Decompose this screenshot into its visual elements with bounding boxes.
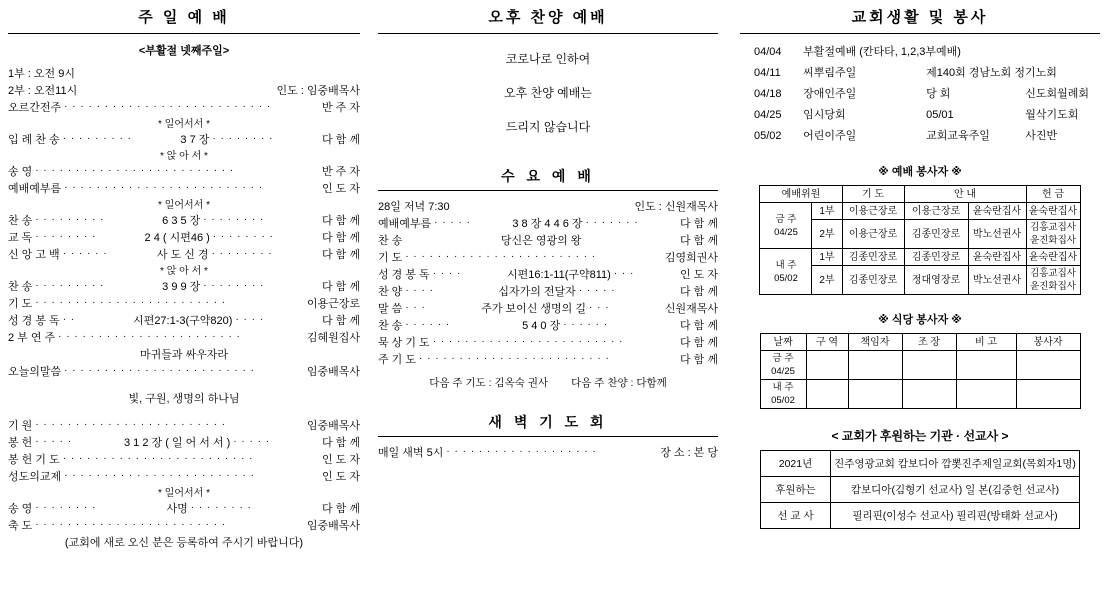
order-line bbox=[378, 352, 718, 369]
table-header-row bbox=[760, 334, 1080, 351]
order-mid: 3 1 2 장 ( 일 어 서 서 ) bbox=[124, 437, 231, 449]
order-label: 기 도 bbox=[378, 252, 403, 264]
dot-leader: · · · · · · bbox=[405, 319, 451, 330]
cell bbox=[806, 351, 848, 380]
dot-leader: · · · · · · · bbox=[585, 217, 639, 228]
dot-leader: · · · · · · · · · · · · · · · · · · · · · · · · bbox=[35, 419, 227, 430]
table-row bbox=[760, 380, 1080, 409]
dot-leader: · · · · bbox=[432, 268, 462, 279]
column1-title: 주 일 예 배 bbox=[138, 9, 230, 26]
th-manager: 책임자 bbox=[848, 334, 902, 351]
prayer-cell: 이용근장로 bbox=[842, 203, 904, 220]
dot-leader: · · · · · · · · bbox=[211, 248, 273, 259]
schedule-text-3: 월삭기도회 bbox=[1025, 109, 1079, 121]
divider bbox=[378, 436, 718, 437]
dot-leader: · · · bbox=[589, 302, 610, 313]
table-row bbox=[761, 503, 1080, 529]
order-value: 인 도 자 bbox=[322, 454, 360, 466]
divider bbox=[8, 33, 360, 34]
order-note: * 일어서서 * bbox=[158, 119, 210, 130]
th-usher: 안 내 bbox=[904, 186, 1026, 203]
usher-cell-1: 김종민장로 bbox=[904, 249, 968, 266]
order-label: 예배예부름 bbox=[8, 183, 62, 195]
schedule-text-2: 05/01 bbox=[926, 109, 954, 121]
order-label: 예배예부름 bbox=[378, 218, 432, 230]
prayer-cell: 김종민장로 bbox=[842, 249, 904, 266]
order-mid: 3 8 장 4 4 6 장 bbox=[512, 218, 583, 230]
cell bbox=[902, 351, 956, 380]
schedule-text-1: 부활절예배 (칸타타, 1,2,3부예배) bbox=[803, 46, 961, 58]
column1-subtitle: <부활절 넷째주일> bbox=[138, 45, 230, 57]
prayer-cell: 이용근장로 bbox=[842, 220, 904, 249]
next-week-prayer: 다음 주 기도 : 김옥숙 권사 bbox=[429, 377, 549, 389]
order-label: 신 앙 고 백 bbox=[8, 249, 60, 261]
order-label: 찬 송 bbox=[8, 215, 33, 227]
worship-volunteers-heading: ※ 예배 봉사자 ※ bbox=[878, 166, 962, 178]
dot-leader: · · · bbox=[613, 268, 635, 279]
order-value: 다 함 께 bbox=[680, 286, 718, 298]
order-value: 다 함 께 bbox=[322, 232, 360, 244]
order-label: 찬 양 bbox=[378, 286, 403, 298]
dot-leader: · · · · · · bbox=[563, 319, 609, 330]
part-label: 1부 bbox=[812, 249, 842, 266]
table-row bbox=[761, 451, 1080, 477]
order-mid: 3 7 장 bbox=[180, 134, 210, 146]
th-date: 날짜 bbox=[760, 334, 806, 351]
order-value: 임중배목사 bbox=[306, 366, 360, 378]
schedule-date: 04/18 bbox=[754, 88, 782, 100]
cell bbox=[956, 380, 1016, 409]
order-value: 김영희권사 bbox=[664, 252, 718, 264]
order-value: 임중배목사 bbox=[306, 420, 360, 432]
order-label: 주 기 도 bbox=[378, 354, 416, 366]
order-value: 다 함 께 bbox=[680, 218, 719, 230]
offering-cell: 김홍교집사 윤진화집사 bbox=[1026, 220, 1080, 249]
column3-title: 교회생활 및 봉사 bbox=[851, 9, 989, 26]
mission-value: 캄보디아(김형기 선교사) 일 본(김중헌 선교사) bbox=[831, 477, 1080, 503]
dot-leader: · · · · · · · · · · · · · · · · · · · · · · · · bbox=[35, 519, 227, 530]
table-row bbox=[760, 249, 1080, 266]
dot-leader: · · · · · · · · · · · · · · · · · · · · · · · · bbox=[35, 297, 227, 308]
dot-leader: · · · · · · · · bbox=[35, 502, 97, 513]
column2-title: 오후 찬양 예배 bbox=[488, 9, 608, 26]
order-value: 다 함 께 bbox=[322, 503, 361, 515]
schedule-text-1: 씨뿌림주일 bbox=[803, 67, 857, 79]
missions-table bbox=[760, 450, 1080, 529]
dawn-place: 장 소 : 본 당 bbox=[660, 447, 718, 459]
schedule-date: 04/25 bbox=[754, 109, 782, 121]
order-value: 다 함 께 bbox=[322, 437, 361, 449]
mission-label: 선 교 사 bbox=[761, 503, 831, 529]
order-label: 오르간전주 bbox=[8, 102, 62, 114]
divider bbox=[740, 33, 1100, 34]
part-label: 1부 bbox=[812, 203, 842, 220]
order-line bbox=[8, 181, 360, 198]
order-value: 다 함 께 bbox=[680, 337, 718, 349]
dot-leader bbox=[584, 231, 677, 248]
schedule-text-2: 제140회 경남노회 정기노회 bbox=[926, 67, 1057, 79]
th-leader: 조 장 bbox=[902, 334, 956, 351]
order-label: 성도의교제 bbox=[8, 471, 62, 483]
order-line bbox=[8, 469, 360, 486]
table-row bbox=[761, 477, 1080, 503]
order-note: * 일어서서 * bbox=[158, 488, 210, 499]
cell bbox=[848, 351, 902, 380]
dot-leader: · · · · · · · · · · · · · · · · · · · · · · · · · bbox=[35, 165, 235, 176]
cell bbox=[848, 380, 902, 409]
dot-leader: · · · · · · · · · · · · · · · · · · · · · · · · · bbox=[64, 182, 264, 193]
column-sunday-worship bbox=[8, 0, 360, 552]
dot-leader: · · · · · · · · bbox=[212, 231, 274, 242]
registration-note: (교회에 새로 오신 분은 등록하여 주시기 바랍니다) bbox=[64, 537, 304, 549]
mission-value: 진주영광교회 캄보디아 깜뽓진주제일교회(목회자1명) bbox=[831, 451, 1080, 477]
mission-value: 필리핀(이성수 선교사) 필리핀(방태화 선교사) bbox=[831, 503, 1080, 529]
schedule-date: 04/04 bbox=[754, 46, 782, 58]
usher-cell-2: 윤숙란집사 bbox=[968, 249, 1026, 266]
dot-leader: · · bbox=[62, 314, 76, 325]
schedule-row bbox=[740, 126, 1100, 147]
order-mid: 십자가의 전달자 bbox=[498, 286, 576, 298]
dot-leader: · · · · bbox=[235, 314, 265, 325]
order-mid: 시편27:1-3(구약820) bbox=[133, 315, 233, 327]
service-time-2-label: 2부 : 오전11시 bbox=[8, 85, 78, 97]
dot-leader: · · · · · · · · · · · · · · · · · · · · · · · · bbox=[64, 365, 255, 376]
schedule-row bbox=[740, 84, 1100, 105]
dot-leader: · · · · · · · · · bbox=[35, 214, 105, 225]
dot-leader: · · · · · · · · · · · · · · · · · · · · · · · · bbox=[432, 336, 624, 347]
cell bbox=[956, 351, 1016, 380]
wednesday-time-label: 28일 저녁 7:30 bbox=[378, 201, 450, 213]
order-value: 인 도 자 bbox=[322, 183, 360, 195]
offering-cell: 윤숙란집사 bbox=[1026, 249, 1080, 266]
date-cell: 내 주 05/02 bbox=[760, 380, 806, 409]
usher-cell-2: 윤숙란집사 bbox=[968, 203, 1026, 220]
wednesday-title: 수 요 예 배 bbox=[501, 168, 595, 184]
order-mid: 주가 보이신 생명의 길 bbox=[481, 303, 586, 315]
order-mid: 당신은 영광의 왕 bbox=[500, 235, 582, 247]
service-time-2-leader: 인도 : 임중배목사 bbox=[276, 85, 360, 97]
next-week-praise: 다음 주 찬양 : 다함께 bbox=[571, 377, 667, 389]
spacer bbox=[8, 381, 360, 391]
order-line bbox=[8, 518, 360, 535]
schedule-date: 04/11 bbox=[754, 67, 781, 79]
order-label: 찬 송 bbox=[8, 281, 33, 293]
order-value: 김혜원집사 bbox=[306, 332, 360, 344]
order-line bbox=[8, 364, 360, 381]
dawn-title: 새 벽 기 도 회 bbox=[488, 414, 608, 430]
dot-leader: · · · · bbox=[405, 285, 434, 296]
schedule-row bbox=[740, 42, 1100, 63]
th-offering: 헌 금 bbox=[1026, 186, 1080, 203]
order-value: 반 주 자 bbox=[322, 166, 360, 178]
order-label: 입 례 찬 송 bbox=[8, 134, 60, 146]
cell bbox=[1016, 351, 1080, 380]
part-label: 2부 bbox=[812, 220, 842, 249]
schedule-text-3: 사진반 bbox=[1025, 130, 1058, 142]
cell bbox=[806, 380, 848, 409]
mission-label: 후원하는 bbox=[761, 477, 831, 503]
dot-leader: · · · · · bbox=[35, 436, 73, 447]
schedule-date: 05/02 bbox=[754, 130, 782, 142]
order-note: * 앉 아 서 * bbox=[160, 266, 208, 277]
order-value: 신원재목사 bbox=[664, 303, 719, 315]
dot-leader: · · · · · bbox=[578, 285, 616, 296]
order-mid: 2 4 ( 시편46 ) bbox=[144, 232, 210, 244]
order-value: 다 함 께 bbox=[680, 235, 718, 247]
order-label: 말 씀 bbox=[378, 303, 403, 315]
order-mid: 6 3 5 장 bbox=[162, 215, 201, 227]
order-mid: 사 도 신 경 bbox=[156, 249, 209, 261]
order-line bbox=[8, 247, 360, 264]
order-label: 묵 상 기 도 bbox=[378, 337, 430, 349]
dot-leader bbox=[405, 231, 498, 248]
table-row bbox=[760, 351, 1080, 380]
order-label: 기 원 bbox=[8, 420, 33, 432]
schedule-text-1: 장애인주일 bbox=[803, 88, 857, 100]
schedule-text-1: 어린이주일 bbox=[803, 130, 857, 142]
dot-leader: · · · · · · · · bbox=[212, 133, 274, 144]
notice-line-2: 오후 찬양 예배는 bbox=[504, 86, 592, 100]
order-line bbox=[8, 100, 360, 117]
order-note: * 일어서서 * bbox=[158, 200, 210, 211]
notice-line-1: 코로나로 인하여 bbox=[505, 52, 591, 66]
order-label: 교 독 bbox=[8, 232, 33, 244]
order-label: 찬 송 bbox=[378, 235, 403, 247]
order-label: 2 부 연 주 bbox=[8, 332, 56, 344]
dot-leader: · · · bbox=[405, 302, 426, 313]
date-cell: 금 주 04/25 bbox=[760, 351, 806, 380]
order-value: 다 함 께 bbox=[322, 281, 361, 293]
order-value: 다 함 께 bbox=[322, 215, 361, 227]
divider bbox=[378, 190, 718, 191]
order-label: 축 도 bbox=[8, 520, 33, 532]
song-title: 마귀들과 싸우자라 bbox=[139, 349, 229, 361]
order-value: 다 함 께 bbox=[680, 320, 718, 332]
usher-cell-1: 김종민장로 bbox=[904, 220, 968, 249]
schedule-text-1: 임시당회 bbox=[803, 109, 846, 121]
th-committee: 예배위원 bbox=[760, 186, 842, 203]
order-value: 인 도 자 bbox=[680, 269, 718, 281]
dot-leader: · · · · · · · · · bbox=[62, 133, 132, 144]
order-mid: 5 4 0 장 bbox=[522, 320, 561, 332]
order-label: 오늘의말씀 bbox=[8, 366, 62, 378]
th-district: 구 역 bbox=[806, 334, 848, 351]
dot-leader: · · · · · · · · · · · · · · · · · · · · · · · · · · bbox=[64, 101, 272, 112]
divider bbox=[378, 33, 718, 34]
dot-leader: · · · · · bbox=[434, 217, 471, 228]
column-church-life bbox=[740, 0, 1100, 529]
order-value: 임중배목사 bbox=[306, 520, 360, 532]
order-value: 이용근장로 bbox=[306, 298, 360, 310]
dot-leader: · · · · · · · · · · · · · · · · · · · · · · · · bbox=[64, 470, 255, 481]
order-line bbox=[8, 132, 360, 149]
sermon-title: 빛, 구원, 생명의 하나님 bbox=[128, 393, 240, 405]
usher-cell-1: 정대영장로 bbox=[904, 266, 968, 295]
usher-cell-2: 박노선권사 bbox=[968, 266, 1026, 295]
mission-label: 2021년 bbox=[761, 451, 831, 477]
order-value: 인 도 자 bbox=[322, 471, 360, 483]
offering-cell: 김홍교집사 윤진화집사 bbox=[1026, 266, 1080, 295]
order-value: 다 함 께 bbox=[680, 354, 718, 366]
order-line bbox=[8, 330, 360, 347]
schedule-row bbox=[740, 63, 1100, 84]
cell bbox=[902, 380, 956, 409]
missions-heading: < 교회가 후원하는 기관 · 선교사 > bbox=[831, 429, 1009, 443]
schedule-text-2: 당 회 bbox=[926, 88, 951, 100]
dot-leader: · · · · · · · · bbox=[35, 231, 97, 242]
worship-volunteers-table bbox=[759, 185, 1080, 295]
part-label: 2부 bbox=[812, 266, 842, 295]
table-row bbox=[760, 203, 1080, 220]
dawn-line bbox=[378, 445, 718, 462]
order-value: 다 함 께 bbox=[322, 315, 361, 327]
order-mid: 시편16:1-11(구약811) bbox=[506, 269, 611, 281]
dot-leader: · · · · · · · · bbox=[203, 214, 265, 225]
afternoon-notice bbox=[378, 42, 718, 144]
order-value: 반 주 자 bbox=[322, 102, 360, 114]
wednesday-leader: 인도 : 신원재목사 bbox=[634, 201, 718, 213]
order-label: 송 영 bbox=[8, 503, 33, 515]
table-header-row bbox=[760, 186, 1080, 203]
order-label: 성 경 봉 독 bbox=[378, 269, 430, 281]
week-label: 금 주 04/25 bbox=[760, 203, 812, 249]
dot-leader: · · · · · bbox=[233, 436, 271, 447]
usher-cell-2: 박노선권사 bbox=[968, 220, 1026, 249]
wednesday-footnotes bbox=[378, 375, 718, 390]
order-mid: 3 9 9 장 bbox=[162, 281, 201, 293]
dot-leader: · · · · · · · · · · · · · · · · · · · · · · · · bbox=[419, 353, 610, 364]
cafeteria-volunteers-heading: ※ 식당 봉사자 ※ bbox=[878, 314, 962, 326]
week-label: 내 주 05/02 bbox=[760, 249, 812, 295]
order-label: 봉 헌 bbox=[8, 437, 33, 449]
order-value: 다 함 께 bbox=[322, 249, 360, 261]
cafeteria-volunteers-table bbox=[760, 333, 1081, 409]
dot-leader: · · · · · · · · · · · · · · · · · · · bbox=[446, 446, 597, 457]
cell bbox=[1016, 380, 1080, 409]
offering-cell: 윤숙란집사 bbox=[1026, 203, 1080, 220]
dot-leader: · · · · · · · · · bbox=[35, 280, 105, 291]
service-time-1: 1부 : 오전 9시 bbox=[8, 68, 75, 80]
schedule-text-3: 신도회월례회 bbox=[1025, 88, 1089, 100]
dot-leader: · · · · · · · · bbox=[203, 280, 265, 291]
dot-leader: · · · · · · · · · · · · · · · · · · · · · · · bbox=[58, 331, 241, 342]
dot-leader: · · · · · · · · bbox=[190, 502, 252, 513]
dawn-time: 매일 새벽 5시 bbox=[378, 447, 444, 459]
dot-leader: · · · · · · bbox=[62, 248, 108, 259]
order-label: 송 영 bbox=[8, 166, 33, 178]
order-value: 다 함 께 bbox=[322, 134, 360, 146]
order-label: 봉 헌 기 도 bbox=[8, 454, 60, 466]
order-label: 성 경 봉 독 bbox=[8, 315, 60, 327]
dot-leader: · · · · · · · · · · · · · · · · · · · · · · · · bbox=[62, 453, 254, 464]
order-note: * 앉 아 서 * bbox=[160, 151, 208, 162]
schedule-text-2: 교회교육주일 bbox=[926, 130, 990, 142]
order-label: 기 도 bbox=[8, 298, 33, 310]
schedule-row bbox=[740, 105, 1100, 126]
column-afternoon-worship bbox=[378, 0, 718, 462]
th-volunteer: 봉사자 bbox=[1016, 334, 1080, 351]
th-prayer: 기 도 bbox=[842, 186, 904, 203]
order-label: 찬 송 bbox=[378, 320, 403, 332]
th-note: 비 고 bbox=[956, 334, 1016, 351]
schedule-list bbox=[740, 42, 1100, 147]
dot-leader: · · · · · · · · · · · · · · · · · · · · · · · · bbox=[405, 251, 597, 262]
order-mid: 사명 bbox=[166, 503, 188, 515]
usher-cell-1: 이용근장로 bbox=[904, 203, 968, 220]
prayer-cell: 김종민장로 bbox=[842, 266, 904, 295]
notice-line-3: 드리지 않습니다 bbox=[505, 120, 591, 134]
